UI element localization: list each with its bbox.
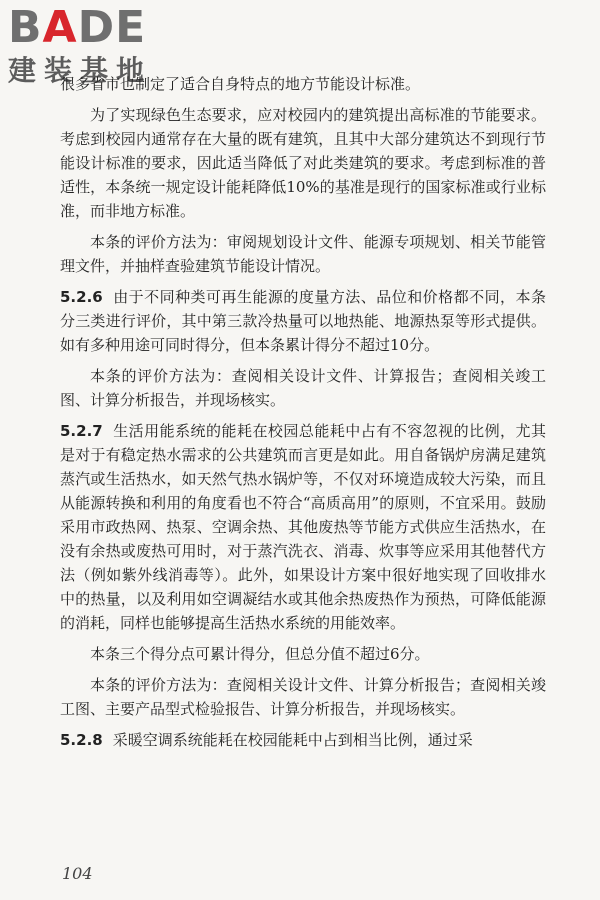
paragraph-1: 为了实现绿色生态要求，应对校园内的建筑提出高标准的节能要求。考虑到校园内通常存在大量的既有建筑，且其中大部分建筑达不到现行节能设计标准的要求，因此适当降低了对此类建筑的要求。考虑到标准的普适性，本条统一规定设计能耗降低10%的基准是现行的国家标准或行业标准，而非地方标准。 [60,106,546,220]
paragraph-4: 本条三个得分点可累计得分，但总分值不超过6分。 [90,645,430,663]
page-number: 104 [62,864,93,883]
paragraph-5: 本条的评价方法为：查阅相关设计文件、计算分析报告；查阅相关竣工图、主要产品型式检验报告、计算分析报告，并现场核实。 [60,676,546,718]
section-number: 5.2.7 [60,422,103,440]
section-5-2-7 [60,419,546,635]
logo-subtitle: 建装基地 [8,54,153,87]
section-5-2-8 [60,728,546,752]
logo-letter-b: B [8,2,43,53]
section-number: 5.2.8 [60,731,103,749]
section-text: 采暖空调系统能耗在校园能耗中占到相当比例，通过采 [112,731,473,749]
paragraph-0: 很多省市也制定了适合自身特点的地方节能设计标准。 [60,75,421,93]
section-number: 5.2.6 [60,288,103,306]
section-text: 由于不同种类可再生能源的度量方法、品位和价格都不同，本条分三类进行评价，其中第三款冷热量可以地热能、地源热泵等形式提供。如有多种用途可同时得分，但本条累计得分不超过10分。 [60,288,546,354]
section-5-2-6 [60,285,546,357]
paragraph-2: 本条的评价方法为：审阅规划设计文件、能源专项规划、相关节能管理文件，并抽样查验建筑节能设计情况。 [60,233,546,275]
section-text: 生活用能系统的能耗在校园总能耗中占有不容忽视的比例，尤其是对于有稳定热水需求的公共建筑而言更是如此。用自备锅炉房满足建筑蒸汽或生活热水，如天然气热水锅炉等，不仅对环境造成较大污染，而且从能源转换和利用的角度看也不符合“高质高用”的原则，不宜采用。鼓励采用市政热网、热泵、空调余热、其他废热等节能方式供应生活热水，在没有余热或废热可用时，对于蒸汽洗衣、消毒、炊事等应采用其他替代方法（例如紫外线消毒等）。此外，如果设计方案中很好地实现了回收排水中的热量，以及利用如空调凝结水或其他余热废热作为预热，可降低能源的消耗，同样也能够提高生活热水系统的用能效率。 [60,422,546,632]
paragraph-3: 本条的评价方法为：查阅相关设计文件、计算报告；查阅相关竣工图、计算分析报告，并现场核实。 [60,367,546,409]
logo-letters-de: DE [77,2,147,53]
logo-letter-a: A [42,2,78,53]
logo-wordmark [8,2,178,53]
document-body [60,72,546,759]
